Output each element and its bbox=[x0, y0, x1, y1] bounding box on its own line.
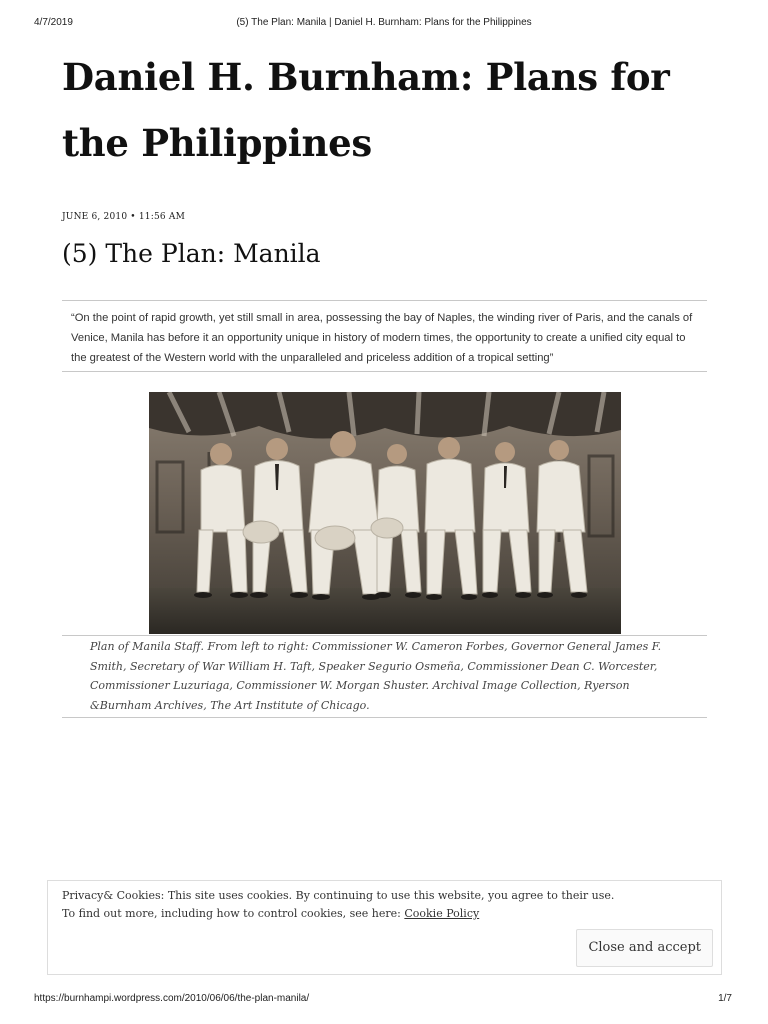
cookie-policy-link[interactable]: Cookie Policy bbox=[404, 907, 480, 920]
post-date[interactable]: JUNE 6, 2010 • 11:56 AM bbox=[62, 212, 185, 222]
cookie-notice bbox=[62, 887, 614, 923]
page-url: https://burnhampi.wordpress.com/2010/06/06/the-plan-manila/ bbox=[34, 993, 310, 1004]
cookie-notice-line2: To find out more, including how to control cookies, see here: bbox=[62, 907, 405, 920]
print-page-title: (5) The Plan: Manila | Daniel H. Burnham: Plans for the Philippines bbox=[236, 17, 532, 28]
page-number: 1/7 bbox=[718, 993, 732, 1004]
print-header bbox=[0, 17, 768, 31]
print-footer bbox=[0, 993, 768, 1007]
photo-caption: Plan of Manila Staff. From left to right: Commissioner W. Cameron Forbes, Governor General James F. Smith, Secretary of War William H. Taft, Speaker Segurio Osmeña, Commissioner Dean C. Worcester, Commissioner Luzuriaga, Commissioner W. Morgan Shuster. Archival Image Collection, Ryerson &Burnham Archives, The Art Institute of Chicago. bbox=[62, 635, 707, 718]
post-quote: “On the point of rapid growth, yet still small in area, possessing the bay of Naples, the winding river of Paris, and the canals of Venice, Manila has before it an opportunity unique in history of modern times, the opportunity to create a unified city equal to the greatest of the Western world with the unparalleled and priceless addition of a tropical setting” bbox=[62, 300, 707, 372]
site-title[interactable]: Daniel H. Burnham: Plans for the Philippines bbox=[62, 55, 670, 165]
print-date: 4/7/2019 bbox=[34, 17, 73, 28]
staff-photo bbox=[149, 392, 621, 634]
cookie-notice-line1: Privacy& Cookies: This site uses cookies. By continuing to use this website, you agree to their use. bbox=[62, 889, 615, 902]
post-title: (5) The Plan: Manila bbox=[62, 239, 321, 268]
close-and-accept-button[interactable]: Close and accept bbox=[576, 929, 713, 967]
cookie-banner bbox=[47, 880, 722, 975]
